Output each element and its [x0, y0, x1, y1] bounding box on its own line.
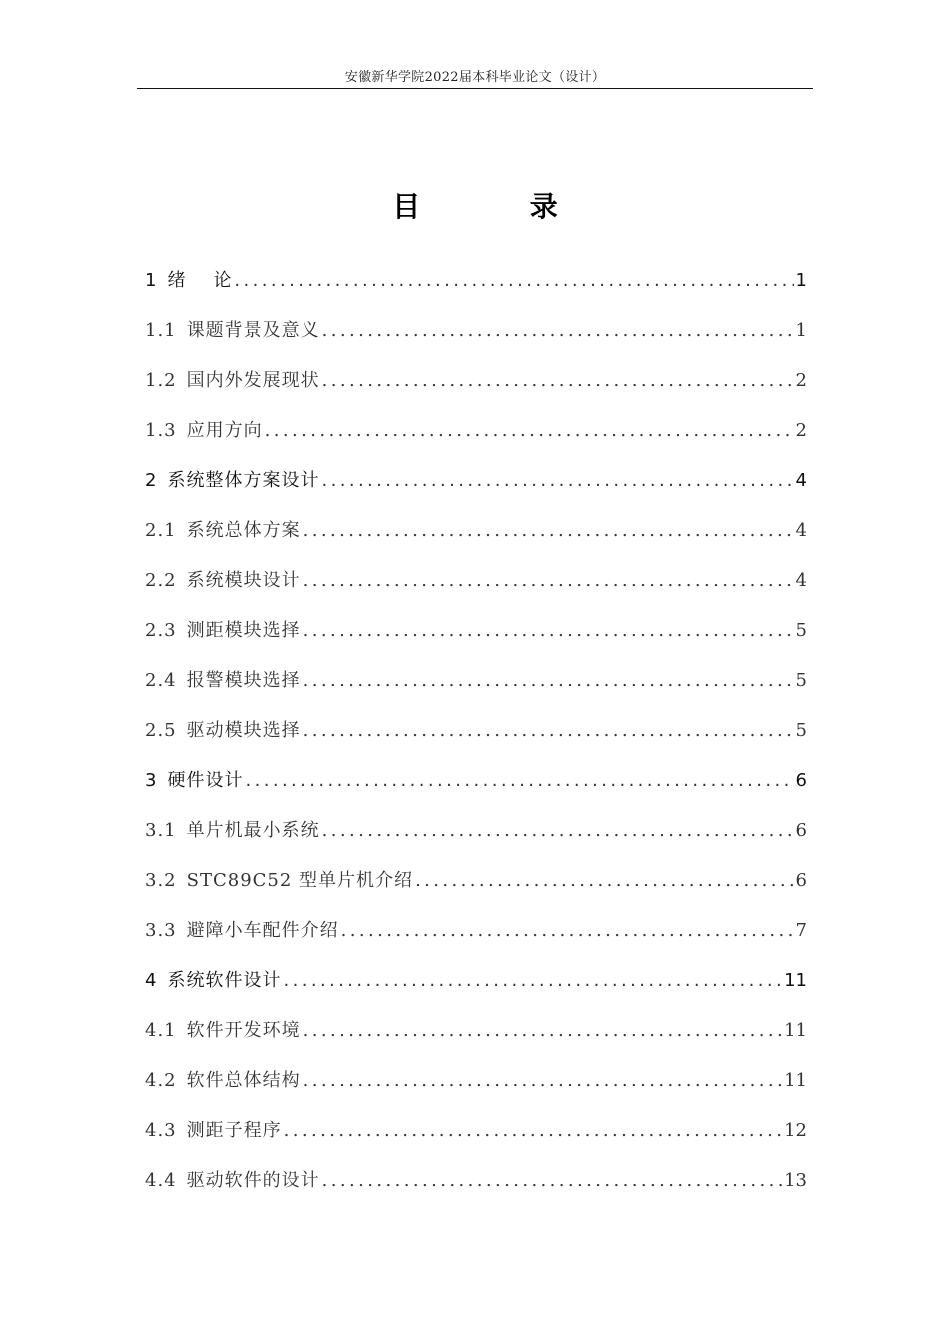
- toc-entry[interactable]: [145, 516, 807, 566]
- toc-entry[interactable]: [145, 666, 807, 716]
- toc-entry-number: 2: [145, 470, 158, 491]
- toc-entry-page-number: 4: [795, 520, 807, 541]
- toc-entry-page-number: 12: [784, 1120, 807, 1141]
- toc-entry-page-number: 6: [795, 770, 807, 791]
- toc-dot-leader: [321, 470, 793, 491]
- toc-entry-number: 1.1: [145, 320, 177, 341]
- toc-entry-title: 驱动模块选择: [186, 720, 301, 741]
- toc-entry-number: 4.4: [145, 1170, 177, 1191]
- toc-entry[interactable]: [145, 866, 807, 916]
- toc-dot-leader: [245, 770, 793, 791]
- toc-entry-page-number: 11: [784, 1070, 807, 1091]
- toc-entry-page-number: 1: [795, 270, 807, 291]
- toc-entry-page-number: 13: [784, 1170, 807, 1191]
- toc-entry[interactable]: [145, 1066, 807, 1116]
- toc-entry[interactable]: [145, 316, 807, 366]
- toc-entry-number: 3.2: [145, 870, 177, 891]
- toc-entry-title: 测距子程序: [186, 1120, 282, 1141]
- toc-entry-page-number: 6: [795, 820, 807, 841]
- toc-dot-leader: [303, 1020, 782, 1041]
- toc-dot-leader: [341, 920, 794, 941]
- toc-entry-number: 4.2: [145, 1070, 177, 1091]
- toc-entry-title: 驱动软件的设计: [186, 1170, 320, 1191]
- toc-dot-leader: [284, 1120, 782, 1141]
- toc-entry-title: 国内外发展现状: [186, 370, 320, 391]
- toc-entry-title: 软件总体结构: [186, 1070, 301, 1091]
- toc-entry-number: 1: [145, 270, 158, 291]
- table-of-contents: [145, 266, 807, 1216]
- toc-entry-number: 3.3: [145, 920, 177, 941]
- toc-entry[interactable]: [145, 1166, 807, 1216]
- toc-entry[interactable]: [145, 966, 807, 1016]
- toc-entry[interactable]: [145, 566, 807, 616]
- toc-entry[interactable]: [145, 266, 807, 316]
- toc-entry-number: 2.2: [145, 570, 177, 591]
- toc-entry-title: 软件开发环境: [186, 1020, 301, 1041]
- toc-entry-page-number: 11: [784, 1020, 807, 1041]
- toc-entry[interactable]: [145, 616, 807, 666]
- toc-entry-page-number: 4: [795, 470, 807, 491]
- toc-entry-title: 绪 论: [167, 270, 233, 291]
- toc-entry-title: 避障小车配件介绍: [186, 920, 339, 941]
- toc-dot-leader: [303, 720, 794, 741]
- toc-dot-leader: [322, 1170, 782, 1191]
- toc-entry-number: 2.3: [145, 620, 177, 641]
- toc-entry[interactable]: [145, 716, 807, 766]
- toc-entry-page-number: 5: [795, 720, 807, 741]
- toc-entry-number: 1.3: [145, 420, 177, 441]
- toc-entry-number: 4: [145, 970, 158, 991]
- toc-entry-number: 2.4: [145, 670, 177, 691]
- toc-entry-number: 2.5: [145, 720, 177, 741]
- toc-entry-page-number: 5: [795, 620, 807, 641]
- toc-entry-page-number: 2: [795, 370, 807, 391]
- toc-entry-number: 4.3: [145, 1120, 177, 1141]
- toc-entry[interactable]: [145, 916, 807, 966]
- toc-entry-number: 3.1: [145, 820, 177, 841]
- toc-entry-title: STC89C52 型单片机介绍: [186, 870, 414, 891]
- toc-entry-page-number: 6: [795, 870, 807, 891]
- toc-entry-page-number: 7: [795, 920, 807, 941]
- toc-entry-number: 3: [145, 770, 158, 791]
- toc-entry-page-number: 11: [784, 970, 807, 991]
- toc-dot-leader: [303, 570, 794, 591]
- toc-dot-leader: [415, 870, 793, 891]
- toc-entry[interactable]: [145, 816, 807, 866]
- page-title: 目 录: [392, 190, 588, 223]
- toc-entry-title: 系统模块设计: [186, 570, 301, 591]
- toc-dot-leader: [303, 670, 794, 691]
- toc-entry-title: 应用方向: [186, 420, 263, 441]
- page-header: 安徽新华学院2022届本科毕业论文（设计）: [344, 70, 606, 85]
- toc-entry-title: 系统总体方案: [186, 520, 301, 541]
- toc-dot-leader: [234, 270, 793, 291]
- toc-entry-title: 单片机最小系统: [186, 820, 320, 841]
- toc-entry[interactable]: [145, 366, 807, 416]
- toc-dot-leader: [322, 820, 794, 841]
- toc-entry-number: 2.1: [145, 520, 177, 541]
- toc-entry[interactable]: [145, 416, 807, 466]
- toc-dot-leader: [303, 520, 794, 541]
- toc-dot-leader: [283, 970, 782, 991]
- toc-entry[interactable]: [145, 1116, 807, 1166]
- toc-entry[interactable]: [145, 1016, 807, 1066]
- toc-entry-title: 课题背景及意义: [186, 320, 320, 341]
- toc-entry-title: 测距模块选择: [186, 620, 301, 641]
- toc-dot-leader: [265, 420, 794, 441]
- toc-entry-page-number: 2: [795, 420, 807, 441]
- toc-dot-leader: [303, 1070, 782, 1091]
- toc-entry-number: 1.2: [145, 370, 177, 391]
- header-divider: [137, 88, 813, 89]
- toc-dot-leader: [303, 620, 794, 641]
- toc-entry-title: 系统整体方案设计: [167, 470, 320, 491]
- toc-dot-leader: [322, 320, 794, 341]
- toc-entry-page-number: 1: [795, 320, 807, 341]
- toc-entry-title: 报警模块选择: [186, 670, 301, 691]
- toc-entry-page-number: 4: [795, 570, 807, 591]
- toc-entry[interactable]: [145, 466, 807, 516]
- toc-entry-page-number: 5: [795, 670, 807, 691]
- toc-entry-number: 4.1: [145, 1020, 177, 1041]
- toc-entry-title: 系统软件设计: [167, 970, 282, 991]
- toc-entry-title: 硬件设计: [167, 770, 244, 791]
- toc-entry[interactable]: [145, 766, 807, 816]
- toc-dot-leader: [322, 370, 794, 391]
